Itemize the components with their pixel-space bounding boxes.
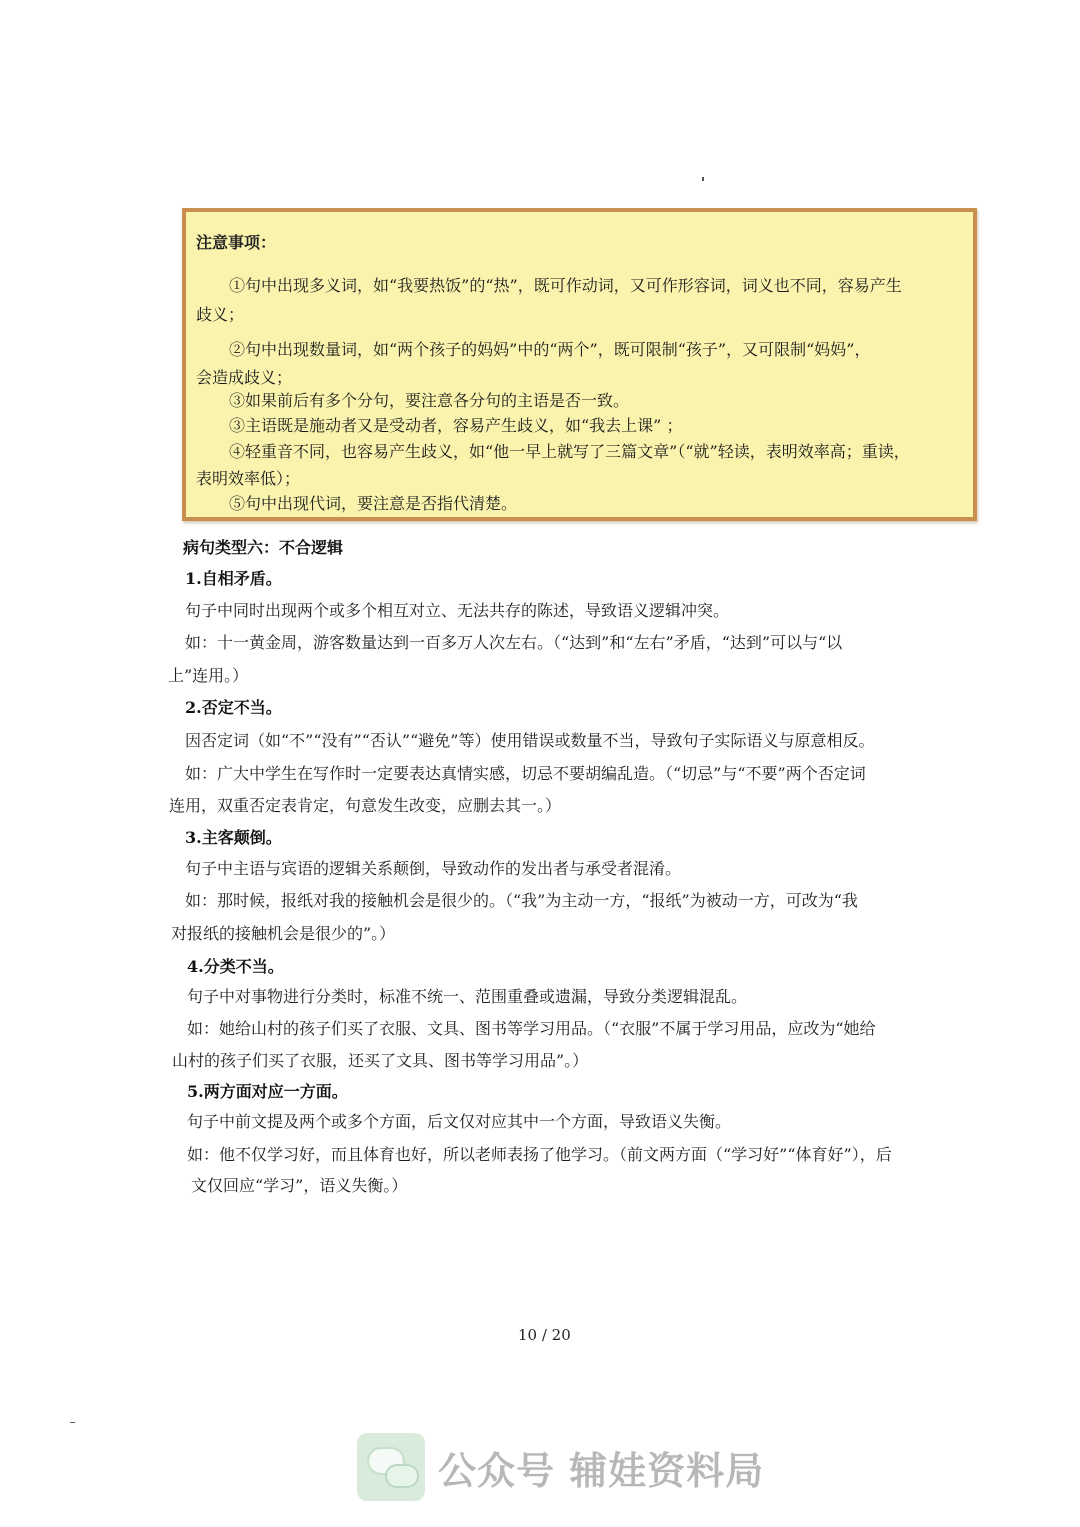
item-4-heading: 4.分类不当。 [187, 957, 284, 976]
notes-line-9: ⑤句中出现代词，要注意是否指代清楚。 [229, 494, 518, 513]
item-1-example-line-1: 如：十一黄金周，游客数量达到一百多万人次左右。（“达到”和“左右”矛盾，“达到”可以与“以 [185, 633, 843, 652]
item-3-example-line-1: 如：那时候，报纸对我的接触机会是很少的。（“我”为主动一方，“报纸”为被动一方，可改为“我 [185, 891, 858, 910]
item-3-description: 句子中主语与宾语的逻辑关系颠倒，导致动作的发出者与承受者混淆。 [185, 859, 682, 878]
notes-line-8: 表明效率低）； [196, 469, 301, 488]
notes-line-7: ④轻重音不同，也容易产生歧义，如“他一早上就写了三篇文章”（“就”轻读，表明效率高；重读， [229, 442, 910, 461]
page-number: 10 / 20 [518, 1326, 571, 1344]
notes-line-5: ③如果前后有多个分句，要注意各分句的主语是否一致。 [229, 391, 630, 410]
watermark-text: 公众号 辅娃资料局 [438, 1448, 765, 1493]
section-title: 病句类型六：不合逻辑 [183, 538, 344, 557]
notes-box [182, 208, 977, 521]
watermark [357, 1433, 817, 1501]
item-2-description: 因否定词（如“不”“没有”“否认”“避免”等）使用错误或数量不当，导致句子实际语义与原意相反。 [185, 731, 875, 750]
wechat-bubble-small [385, 1464, 419, 1488]
item-5-example-line-2: 文仅回应“学习”，语义失衡。） [191, 1176, 408, 1195]
item-4-description: 句子中对事物进行分类时，标准不统一、范围重叠或遗漏，导致分类逻辑混乱。 [187, 987, 748, 1006]
item-3-example-line-2: 对报纸的接触机会是很少的”。） [171, 924, 396, 943]
item-3-heading: 3.主客颠倒。 [185, 828, 282, 847]
scan-mark [70, 1422, 75, 1423]
notes-line-2: 歧义； [196, 305, 245, 324]
item-4-example-line-1: 如：她给山村的孩子们买了衣服、文具、图书等学习用品。（“衣服”不属于学习用品，应改为“她给 [187, 1019, 876, 1038]
notes-line-6: ③主语既是施动者又是受动者，容易产生歧义，如“我去上课” ； [229, 416, 683, 435]
wechat-icon [357, 1433, 425, 1501]
item-2-heading: 2.否定不当。 [185, 698, 282, 717]
item-5-heading: 5.两方面对应一方面。 [187, 1082, 348, 1101]
notes-line-3: ②句中出现数量词，如“两个孩子的妈妈”中的“两个”，既可限制“孩子”，又可限制“妈妈”， [229, 340, 871, 359]
notes-line-1: ①句中出现多义词，如“我要热饭”的“热”，既可作动词，又可作形容词，词义也不同，容易产生 [229, 276, 902, 295]
item-1-heading: 1.自相矛盾。 [185, 569, 282, 588]
item-2-example-line-1: 如：广大中学生在写作时一定要表达真情实感，切忌不要胡编乱造。（“切忌”与“不要”两个否定词 [185, 764, 866, 783]
item-2-example-line-2: 连用，双重否定表肯定，句意发生改变，应删去其一。） [169, 796, 562, 815]
item-5-example-line-1: 如：他不仅学习好，而且体育也好，所以老师表扬了他学习。（前文两方面（“学习好”“体育好”），后 [187, 1145, 892, 1164]
notes-line-4: 会造成歧义； [196, 368, 293, 387]
item-1-example-line-2: 上”连用。） [168, 666, 249, 685]
scan-mark [702, 177, 704, 181]
item-4-example-line-2: 山村的孩子们买了衣服，还买了文具、图书等学习用品”。） [172, 1051, 589, 1070]
notes-title: 注意事项： [196, 233, 277, 252]
item-5-description: 句子中前文提及两个或多个方面，后文仅对应其中一个方面，导致语义失衡。 [187, 1112, 732, 1131]
item-1-description: 句子中同时出现两个或多个相互对立、无法共存的陈述，导致语义逻辑冲突。 [185, 601, 730, 620]
